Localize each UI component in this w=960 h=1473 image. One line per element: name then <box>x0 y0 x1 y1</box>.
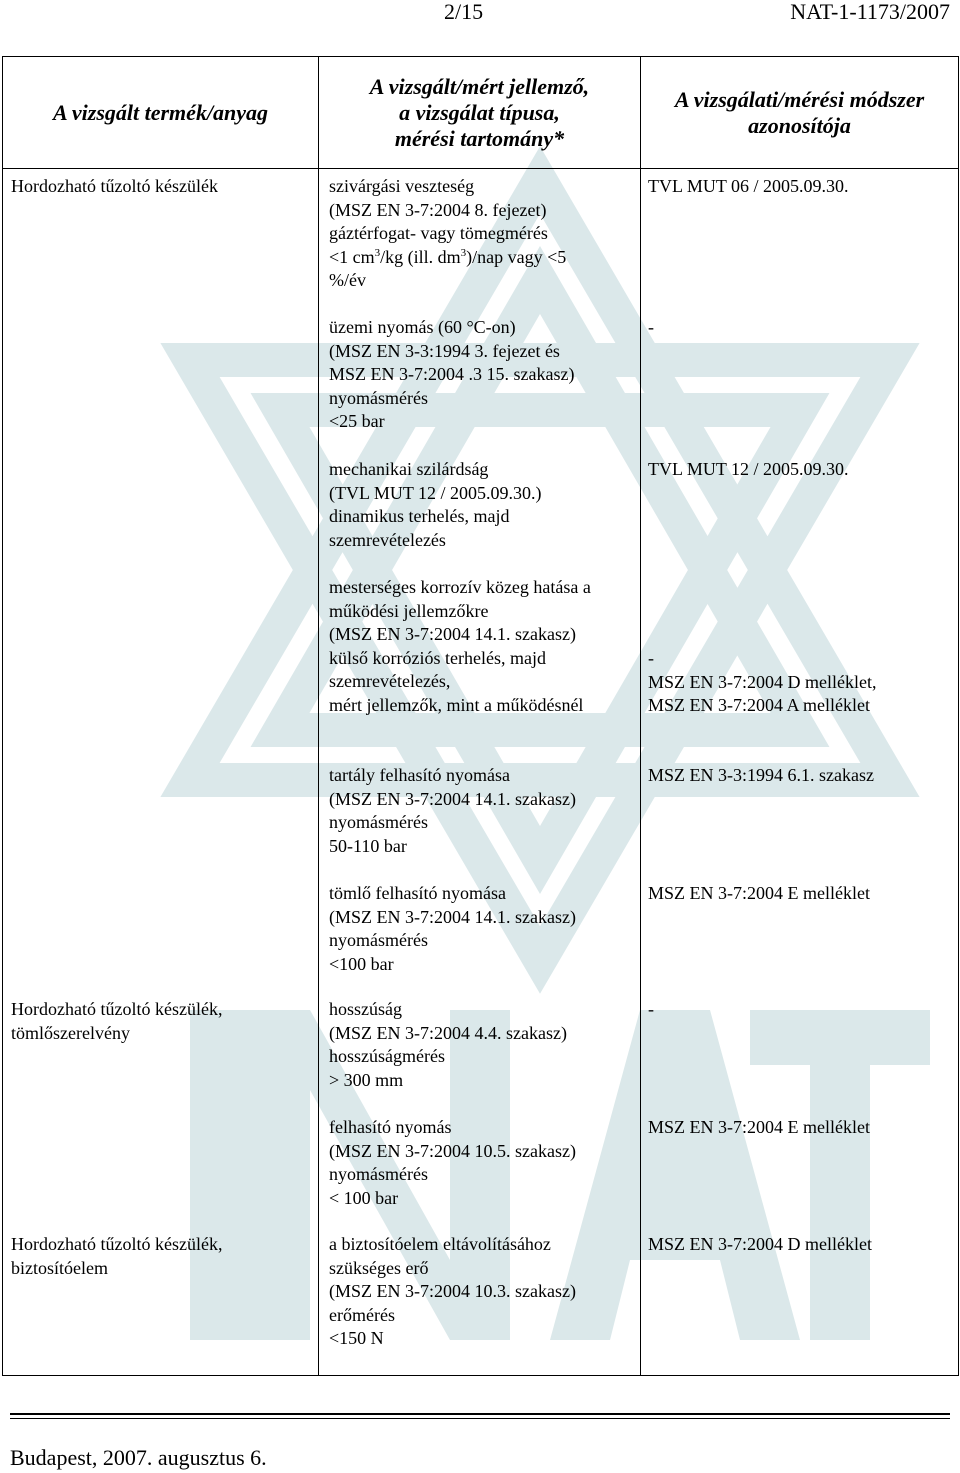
col-header-method: A vizsgálati/mérési módszer azonosítója <box>641 57 959 169</box>
property-block-corrosion: mesterséges korrozív közeg hatása a működési jellemzőkre (MSZ EN 3-7:2004 14.1. szakasz) külső korróziós terhelés, majd szemrevételezés, mért jellemzők, mint a működésnél <box>329 577 591 715</box>
method-block-4: - MSZ EN 3-7:2004 D melléklet, MSZ EN 3-7:2004 A melléklet <box>648 648 877 716</box>
method-block-2: - <box>648 317 654 337</box>
product-block-3: Hordozható tűzoltó készülék, biztosítóelem <box>11 1234 223 1278</box>
product-block-1: Hordozható tűzoltó készülék <box>11 176 218 196</box>
col-header-property: A vizsgált/mért jellemző, a vizsgálat típusa, mérési tartomány* <box>319 57 641 169</box>
method-block-3: TVL MUT 12 / 2005.09.30. <box>648 459 849 479</box>
method-block-8: MSZ EN 3-7:2004 E melléklet <box>648 1117 870 1137</box>
method-cell <box>641 169 959 1376</box>
product-cell <box>3 169 319 1376</box>
table-body-row <box>3 169 959 1376</box>
footer-rule <box>10 1413 950 1415</box>
property-block-burst-pressure: felhasító nyomás (MSZ EN 3-7:2004 10.5. szakasz) nyomásmérés < 100 bar <box>329 1117 576 1208</box>
property-block-leakage: szivárgási veszteség (MSZ EN 3-7:2004 8. fejezet) gáztérfogat- vagy tömegmérés <1 $cm^3/kg$ (ill. $dm^3$)/nap vagy <5 %/év <box>329 176 567 291</box>
footer-place-date: Budapest, 2007. augusztus 6. <box>10 1445 267 1470</box>
property-block-operating-pressure: üzemi nyomás (60 °C-on) (MSZ EN 3-3:1994 3. fejezet és MSZ EN 3-7:2004 .3 15. szakasz) nyomásmérés <25 bar <box>329 317 575 432</box>
table-header-row <box>3 57 959 169</box>
page-header <box>0 0 960 24</box>
property-block-hose-burst: tömlő felhasító nyomása (MSZ EN 3-7:2004 14.1. szakasz) nyomásmérés <100 bar <box>329 883 576 974</box>
property-block-tank-burst: tartály felhasító nyomása (MSZ EN 3-7:2004 14.1. szakasz) nyomásmérés 50-110 bar <box>329 765 576 856</box>
method-block-7: - <box>648 999 654 1019</box>
accreditation-table <box>2 56 959 1376</box>
property-block-length: hosszúság (MSZ EN 3-7:2004 4.4. szakasz) hosszúságmérés > 300 mm <box>329 999 567 1090</box>
method-block-9: MSZ EN 3-7:2004 D melléklet <box>648 1234 872 1254</box>
document-code: NAT-1-1173/2007 <box>790 0 950 24</box>
method-block-1: TVL MUT 06 / 2005.09.30. <box>648 176 849 196</box>
footer-rule-thin <box>10 1418 950 1419</box>
property-block-removal-force: a biztosítóelem eltávolításához szükséges erő (MSZ EN 3-7:2004 10.3. szakasz) erőmérés <150 N <box>329 1234 576 1349</box>
method-block-5: MSZ EN 3-3:1994 6.1. szakasz <box>648 765 874 785</box>
page-number: 2/15 <box>444 0 484 24</box>
col-header-product: A vizsgált termék/anyag <box>3 57 319 169</box>
product-block-2: Hordozható tűzoltó készülék, tömlőszerelvény <box>11 999 223 1043</box>
method-block-6: MSZ EN 3-7:2004 E melléklet <box>648 883 870 903</box>
property-block-mechanical-strength: mechanikai szilárdság (TVL MUT 12 / 2005.09.30.) dinamikus terhelés, majd szemrevételezés <box>329 459 542 550</box>
property-cell <box>319 169 641 1376</box>
